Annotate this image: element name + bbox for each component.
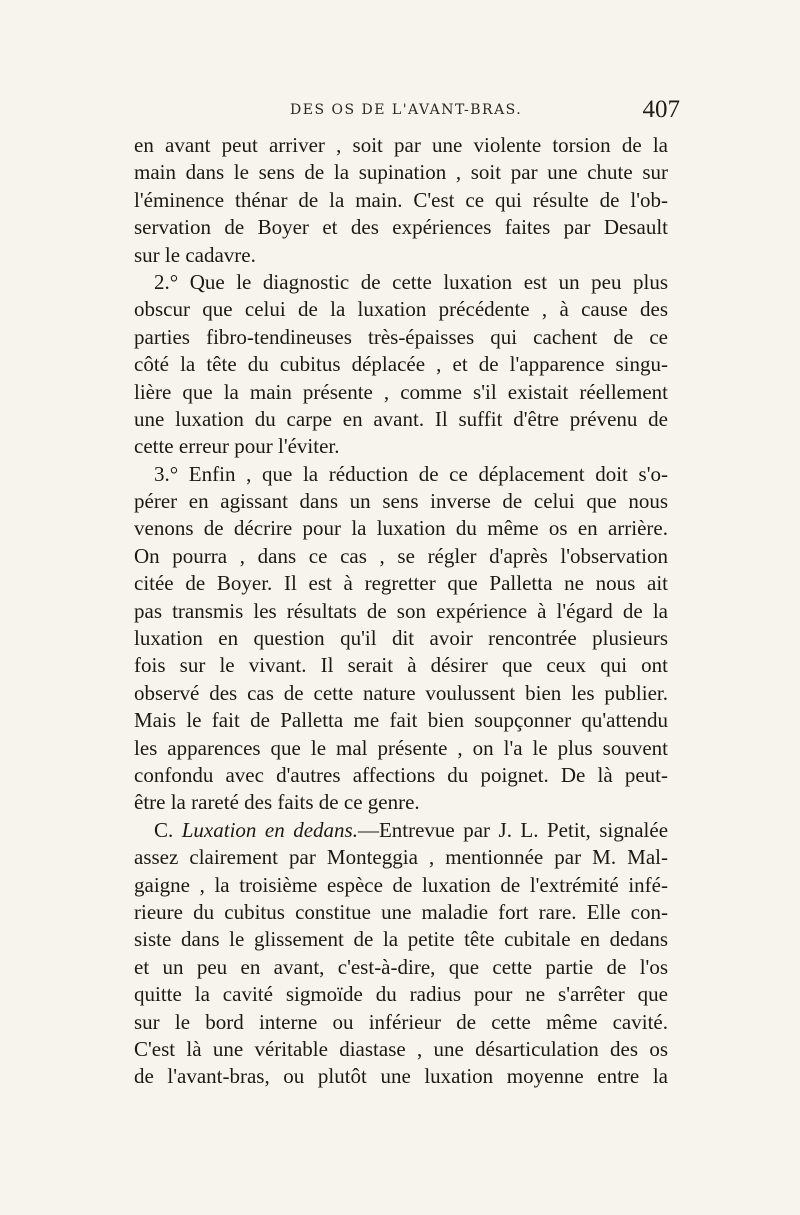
text-line: rieure du cubitus constitue une maladie fort rare. Elle con- bbox=[134, 899, 668, 924]
text-line: sur le bord interne ou inférieur de cette même cavité. bbox=[134, 1009, 668, 1034]
text-line: cette erreur pour l'éviter. bbox=[134, 434, 340, 459]
text-line: une luxation du carpe en avant. Il suffit d'être prévenu de bbox=[134, 406, 668, 431]
text-line: Mais le fait de Palletta me fait bien soupçonner qu'attendu bbox=[134, 708, 668, 733]
text-line: On pourra , dans ce cas , se régler d'après l'observation bbox=[134, 543, 668, 568]
section-c-heading: Luxation en dedans. bbox=[181, 817, 358, 842]
text-line: les apparences que le mal présente , on l'a le plus souvent bbox=[134, 735, 668, 760]
text-line: pérer en agissant dans un sens inverse de celui que nous bbox=[134, 489, 668, 514]
text-line: gaigne , la troisième espèce de luxation de l'extrémité infé- bbox=[134, 872, 668, 897]
section-c-rest: —Entrevue par J. L. Petit, signalée bbox=[357, 817, 668, 842]
text-line: confondu avec d'autres affections du poignet. De là peut- bbox=[134, 762, 668, 787]
running-title: DES OS DE L'AVANT-BRAS. bbox=[290, 102, 523, 118]
text-line: lière que la main présente , comme s'il existait réellement bbox=[134, 379, 668, 404]
text-line: et un peu en avant, c'est-à-dire, que cette partie de l'os bbox=[134, 954, 668, 979]
text-line: en avant peut arriver , soit par une violente torsion de la bbox=[134, 133, 668, 157]
text-line: fois sur le vivant. Il serait à désirer que ceux qui ont bbox=[134, 653, 668, 678]
text-line: être la rareté des faits de ce genre. bbox=[134, 790, 420, 815]
page-header bbox=[140, 96, 680, 130]
text-line: sur le cadavre. bbox=[134, 242, 256, 267]
page-number: 407 bbox=[642, 96, 680, 123]
text-line: parties fibro-tendineuses très-épaisses qui cachent de ce bbox=[134, 324, 668, 349]
text-line: quitte la cavité sigmoïde du radius pour ne s'arrêter que bbox=[134, 982, 668, 1007]
text-line: 3.° Enfin , que la réduction de ce déplacement doit s'o- bbox=[154, 461, 668, 486]
section-c-prefix: C. bbox=[154, 817, 182, 842]
text-line: venons de décrire pour la luxation du même os en arrière. bbox=[134, 516, 668, 541]
text-line: côté la tête du cubitus déplacée , et de l'apparence singu- bbox=[134, 352, 668, 377]
text-line: observé des cas de cette nature voulussent bien les publier. bbox=[134, 680, 668, 705]
text-line: obscur que celui de la luxation précédente , à cause des bbox=[134, 297, 668, 322]
text-line: luxation en question qu'il dit avoir rencontrée plusieurs bbox=[134, 626, 668, 651]
body-text bbox=[134, 132, 668, 1091]
text-line: C'est là une véritable diastase , une désarticulation des os bbox=[134, 1036, 668, 1061]
text-line: siste dans le glissement de la petite tête cubitale en dedans bbox=[134, 927, 668, 952]
text-line: assez clairement par Monteggia , mentionnée par M. Mal- bbox=[134, 845, 668, 870]
text-line bbox=[134, 817, 668, 844]
text-line: 2.° Que le diagnostic de cette luxation est un peu plus bbox=[154, 269, 668, 294]
text-line: main dans le sens de la supination , soit par une chute sur bbox=[134, 160, 668, 185]
text-line: citée de Boyer. Il est à regretter que Palletta ne nous ait bbox=[134, 571, 668, 596]
text-line: servation de Boyer et des expériences faites par Desault bbox=[134, 215, 668, 240]
text-line: l'éminence thénar de la main. C'est ce qui résulte de l'ob- bbox=[134, 187, 668, 212]
text-line: pas transmis les résultats de son expérience à l'égard de la bbox=[134, 598, 668, 623]
text-line: de l'avant-bras, ou plutôt une luxation moyenne entre la bbox=[134, 1064, 668, 1089]
